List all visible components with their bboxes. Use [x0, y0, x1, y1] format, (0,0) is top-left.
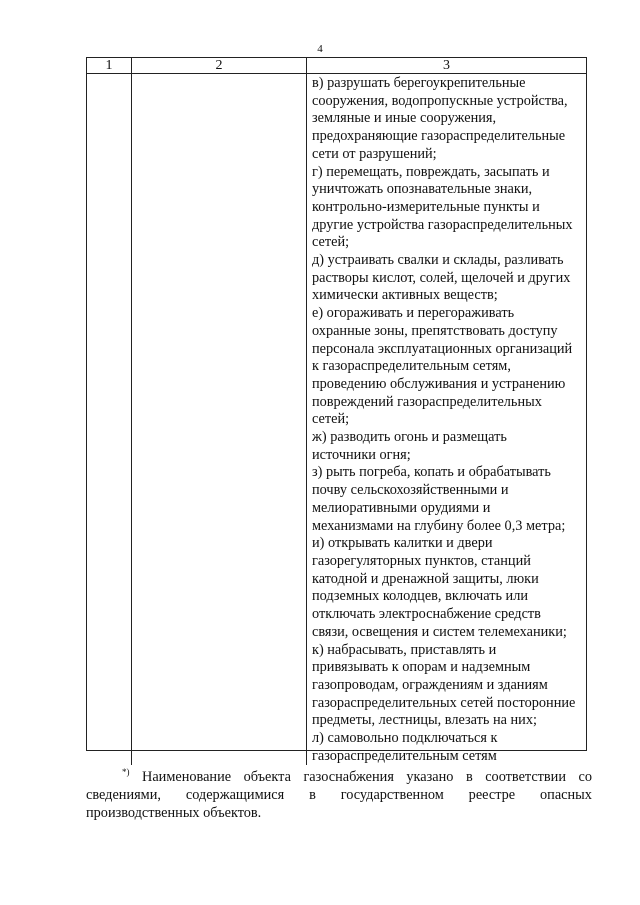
table-text-line: контрольно-измерительные пункты и: [312, 198, 540, 215]
table-text-line: другие устройства газораспределительных: [312, 216, 573, 233]
table-text-line: ж) разводить огонь и размещать: [312, 429, 507, 446]
table-text-line: д) устраивать свалки и склады, разливать: [312, 252, 564, 269]
table-text-line: химически активных веществ;: [312, 287, 498, 304]
table-text-line: подземных колодцев, включать или: [312, 588, 528, 605]
table-cell-col-2: [131, 74, 306, 765]
table-text-line: повреждений газораспределительных: [312, 393, 542, 410]
table-text-line: к) набрасывать, приставлять и: [312, 641, 497, 658]
table-text-line: персонала эксплуатационных организаций: [312, 340, 573, 357]
table-text-line: г) перемещать, повреждать, засыпать и: [312, 163, 550, 180]
page-number: 4: [317, 43, 323, 55]
table-text-line: сетей;: [312, 234, 350, 251]
table-text-line: сети от разрушений;: [312, 145, 437, 162]
footnote-word: сведениями,: [86, 787, 161, 803]
table-body-row: [87, 74, 586, 765]
table-text-line: катодной и дренажной защиты, люки: [312, 570, 539, 587]
table-text-line: отключать электроснабжение средств: [312, 606, 541, 623]
table-text-line: сетей;: [312, 411, 350, 428]
table-text-line: и) открывать калитки и двери: [312, 535, 493, 552]
footnote-word: государственном: [340, 787, 444, 803]
table-text-line: в) разрушать берегоукрепительные: [312, 75, 526, 91]
table-text-line: источники огня;: [312, 446, 411, 463]
table-text-line: е) огораживать и перегораживать: [312, 305, 515, 322]
table-text-line: механизмами на глубину более 0,3 метра;: [312, 517, 566, 534]
table-text-line: земляные и иные сооружения,: [312, 110, 497, 127]
footnote-line-3: производственных объектов.: [86, 805, 262, 821]
table-text-line: к газораспределительным сетям,: [312, 358, 511, 375]
footnote-word: в: [309, 787, 316, 803]
table-text-line: газорегуляторных пунктов, станций: [312, 552, 531, 569]
table-header-col-1: 1: [105, 58, 113, 73]
table-text-line: охранные зоны, препятствовать доступу: [312, 322, 558, 339]
footnote-word: содержащимися: [185, 787, 285, 803]
footnote-word: опасных: [540, 787, 592, 803]
footnote-line-2: [86, 786, 592, 804]
table-text-line: уничтожать опознавательные знаки,: [312, 181, 533, 198]
table-text-line: з) рыть погреба, копать и обрабатывать: [312, 464, 551, 481]
table-header-col-2: 2: [131, 58, 306, 73]
table-text-line: газопроводам, ограждениям и зданиям: [312, 676, 548, 693]
footnote: [86, 768, 592, 822]
table-text-line: сооружения, водопропускные устройства,: [312, 92, 568, 109]
table-text-line: проведению обслуживания и устранению: [312, 375, 566, 392]
table-text-line: привязывать к опорам и надземным: [312, 659, 531, 676]
footnote-marker: *): [122, 767, 130, 778]
table-text-line: мелиоративными орудиями и: [312, 499, 491, 516]
table-text-line: газораспределительным сетям: [312, 747, 497, 764]
table-cell-col-3: [306, 74, 586, 765]
table-text-line: предохраняющие газораспределительные: [312, 128, 566, 145]
table-header-col-3: 3: [306, 58, 586, 73]
table-header-row: [87, 58, 586, 74]
table-text-line: предметы, лестницы, влезать на них;: [312, 712, 537, 729]
document-table: [86, 57, 587, 764]
footnote-line-1-text: Наименование объекта газоснабжения указано в соответствии со: [142, 769, 592, 785]
footnote-line-1: [86, 768, 592, 786]
table-text-line: л) самовольно подключаться к: [312, 730, 498, 747]
table-text-line: почву сельскохозяйственными и: [312, 482, 509, 499]
table-text-line: связи, освещения и систем телемеханики;: [312, 623, 567, 640]
table-cell-col-1: [87, 74, 131, 765]
table-text-line: растворы кислот, солей, щелочей и других: [312, 269, 571, 286]
footnote-word: реестре: [468, 787, 516, 803]
table-text-line: газораспределительных сетей посторонние: [312, 694, 576, 711]
